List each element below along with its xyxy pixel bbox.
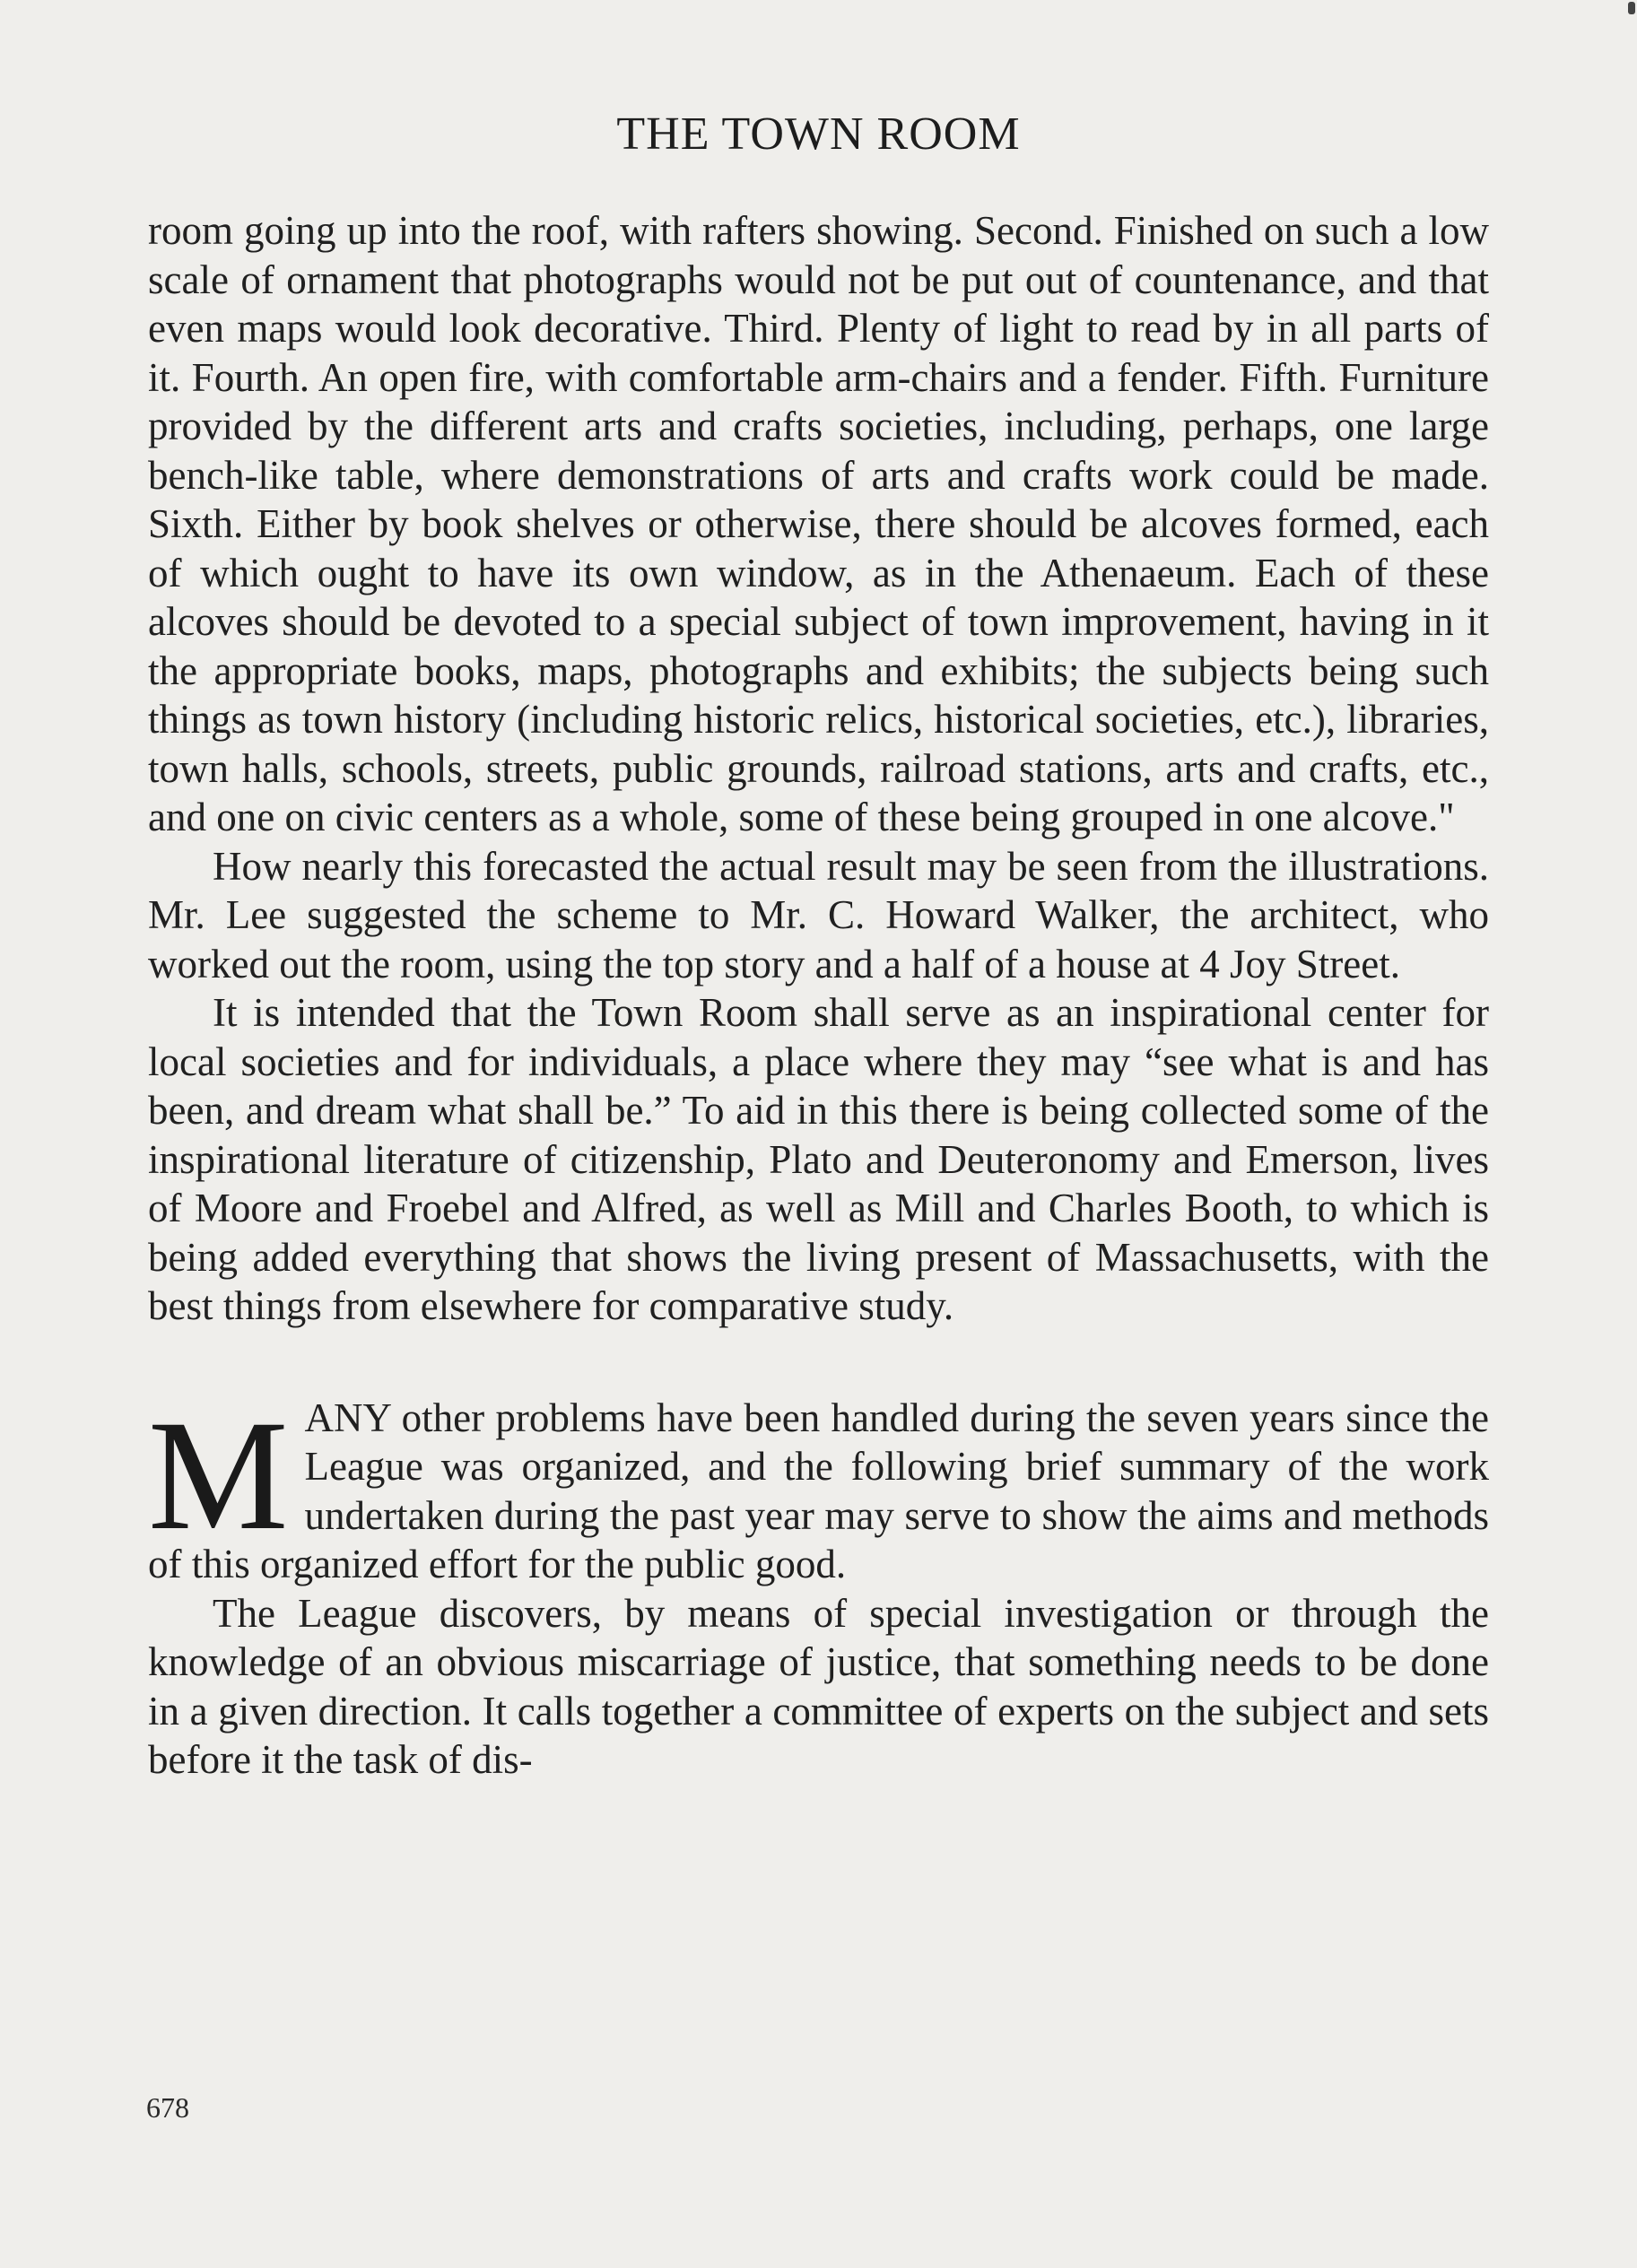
paragraph-continuation: room going up into the roof, with rafters showing. Second. Finished on such a low scale of ornament that photographs would not be put out of countenance, and that even maps would look decorative. Third. Plenty of light to read by in all parts of it. Fourth. An open fire, with comfortable arm-chairs and a fender. Fifth. Furniture provided by the different arts and crafts societies, including, perhaps, one large bench-like table, where demonstrations of arts and crafts work could be made. Sixth. Either by book shelves or otherwise, there should be alcoves formed, each of which ought to have its own window, as in the Athenaeum. Each of these alcoves should be devoted to a special subject of town improvement, having in it the appropriate books, maps, photographs and exhibits; the subjects being such things as town history (including historic relics, historical societies, etc.), libraries, town halls, schools, streets, public grounds, railroad stations, arts and crafts, etc., and one on civic centers as a whole, some of these being grouped in one alcove." <box>148 208 1489 839</box>
scan-speck <box>1628 2 1635 14</box>
paragraph-league-method: The League discovers, by means of special investigation or through the knowledge of an obvious miscarriage of justice, that something needs to be done in a given direction. It calls together a committee of experts on the subject and sets before it the task of dis- <box>148 1590 1489 1782</box>
paragraph-league-problems-text: ANY other problems have been handled during the seven years since the League was organized, and the following brief summary of the work undertaken during the past year may serve to show the aims and methods of this organized effort for the public good. <box>148 1395 1489 1586</box>
section-break <box>148 1331 1489 1394</box>
drop-cap: M <box>148 1387 289 1563</box>
paragraph-illustrations: How nearly this forecasted the actual result may be seen from the illustrations. Mr. Lee suggested the scheme to Mr. C. Howard Walker, the architect, who worked out the room, using the top story and a half of a house at 4 Joy Street. <box>148 843 1489 986</box>
paragraph-town-room-purpose: It is intended that the Town Room shall serve as an inspirational center for local societies and for individuals, a place where they may “see what is and has been, and dream what shall be.” To aid in this there is being collected some of the inspirational literature of citizenship, Plato and Deuteronomy and Emerson, lives of Moore and Froebel and Alfred, as well as Mill and Charles Booth, to which is being added everything that shows the living present of Massachusetts, with the best things from elsewhere for comparative study. <box>148 990 1489 1328</box>
page-number: 678 <box>146 2091 189 2124</box>
paragraph-league-problems <box>148 1387 1489 1589</box>
body-text <box>148 206 1489 1785</box>
running-head: THE TOWN ROOM <box>616 109 1021 160</box>
